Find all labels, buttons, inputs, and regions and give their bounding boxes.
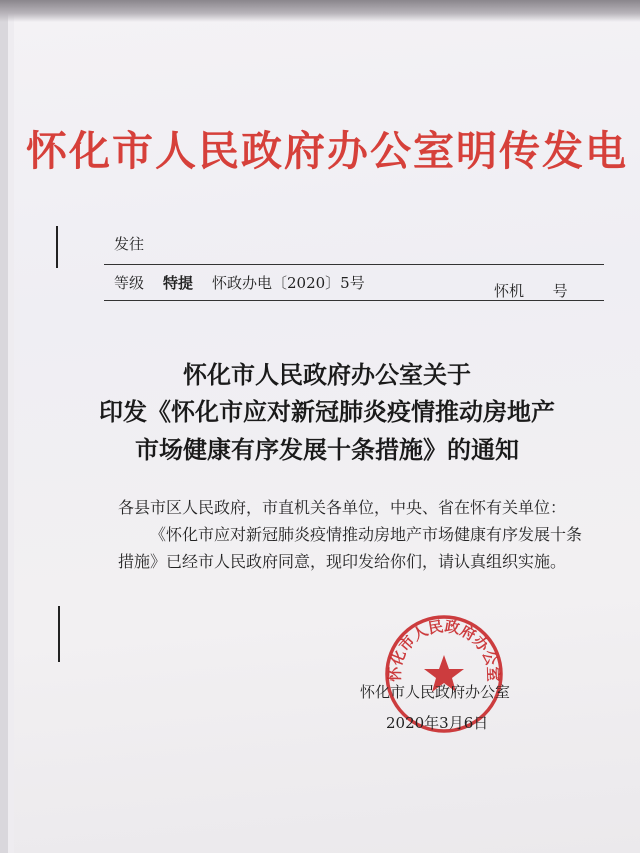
header-title: 怀化市人民政府办公室明传发电: [26, 127, 628, 175]
send-to-label: 发往: [114, 235, 145, 253]
body-section: [118, 494, 588, 575]
level-value: 特提: [163, 274, 194, 292]
receive-number: 怀机 号: [494, 282, 568, 300]
rule-line: [104, 300, 604, 301]
rule-line: [104, 264, 604, 265]
document-page: [14, 0, 640, 853]
photo-top-shadow: [0, 0, 640, 22]
level-label: 等级: [114, 274, 145, 292]
margin-mark: [56, 226, 58, 268]
recipients: 各县市区人民政府，市直机关各单位，中央、省在怀有关单位：: [118, 498, 567, 517]
heading-line-3: 市场健康有序发展十条措施》的通知: [135, 436, 519, 464]
doc-number: 怀政办电〔2020〕5号: [212, 274, 365, 292]
issue-date: 2020年3月6日: [386, 714, 489, 732]
heading-line-1: 怀化市人民政府办公室关于: [183, 361, 471, 389]
heading-line-2: 印发《怀化市应对新冠肺炎疫情推动房地产: [99, 398, 555, 426]
body-paragraph: 《怀化市应对新冠肺炎疫情推动房地产市场健康有序发展十条措施》已经市人民政府同意，现印发给你们，请认真组织实施。: [118, 525, 583, 571]
paper-stack-edge: [0, 0, 8, 853]
seal-text: 怀化市人民政府办公室: [385, 617, 503, 682]
signatory: 怀化市人民政府办公室: [360, 683, 511, 701]
margin-mark: [58, 606, 60, 662]
